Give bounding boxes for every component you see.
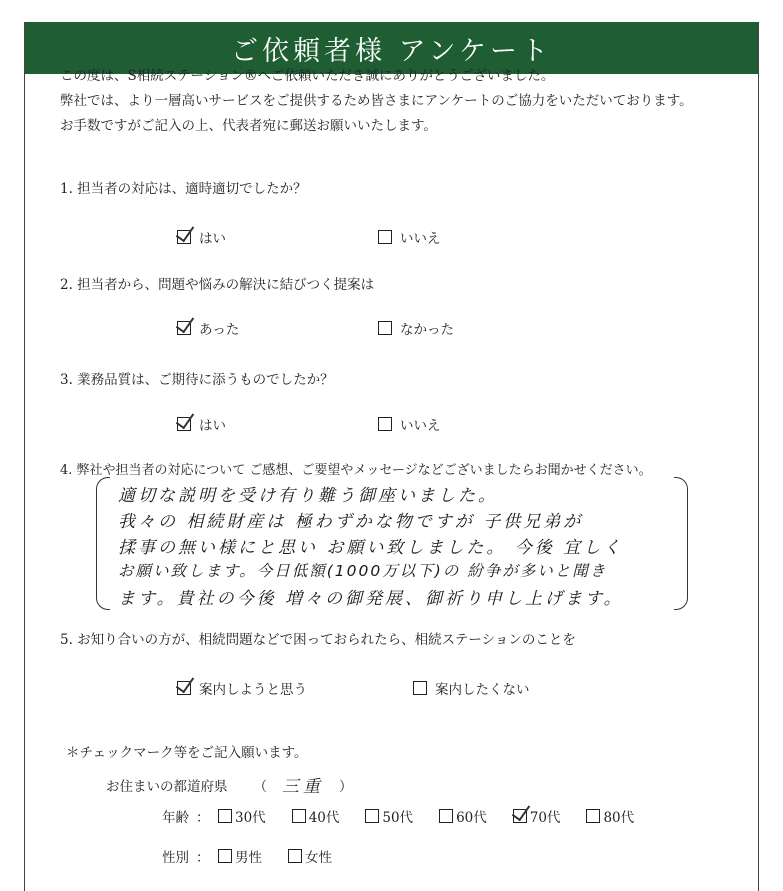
q3-option-no[interactable] <box>378 414 441 434</box>
checkbox-checked-icon[interactable] <box>177 681 191 695</box>
prefecture-field[interactable] <box>106 772 353 797</box>
bracket-left <box>96 477 110 610</box>
handwritten-line: お願い致します。今日低額(1000万以下)の 紛争が多いと聞き <box>118 562 608 580</box>
option-label: 案内しようと思う <box>199 682 307 698</box>
checkbox-checked-icon[interactable] <box>513 809 527 823</box>
question-5: 5. お知り合いの方が、相続問題などで困っておられたら、相続ステーションのことを <box>60 632 576 648</box>
handwritten-line: 適切な説明を受け有り難う御座いました。 <box>118 486 498 506</box>
checkbox-icon[interactable] <box>365 809 379 823</box>
intro-line: この度は、S相続ステーション®へご依頼いただき誠にありがとうございました。 <box>60 68 555 84</box>
bracket-right <box>674 477 688 610</box>
age-option-30[interactable] <box>218 806 266 826</box>
q5-option-yes[interactable] <box>177 678 307 698</box>
age-row <box>162 806 634 826</box>
checkbox-checked-icon[interactable] <box>177 230 191 244</box>
option-label: はい <box>199 418 226 434</box>
gender-option-female[interactable] <box>288 846 332 866</box>
checkbox-icon[interactable] <box>378 321 392 335</box>
q2-option-yes[interactable] <box>177 318 239 338</box>
age-option-50[interactable] <box>365 806 413 826</box>
age-label: 年齢 <box>162 810 189 826</box>
option-label: 70代 <box>529 810 561 826</box>
option-label: 女性 <box>305 850 332 866</box>
question-2: 2. 担当者から、問題や悩みの解決に結びつく提案は <box>60 277 375 293</box>
q5-option-no[interactable] <box>413 678 530 698</box>
checkbox-icon[interactable] <box>218 849 232 863</box>
q2-option-no[interactable] <box>378 318 454 338</box>
page-title: ご依頼者様 アンケート <box>231 35 552 67</box>
option-label: はい <box>199 231 226 247</box>
checkbox-icon[interactable] <box>288 849 302 863</box>
age-colon: ： <box>196 810 210 826</box>
checkmark-note: ＊チェックマーク等をご記入願います。 <box>66 745 308 761</box>
q1-option-no[interactable] <box>378 227 441 247</box>
handwritten-line: 揉事の無い様にと思い お願い致しました。 今後 宜しく <box>118 538 624 558</box>
gender-option-male[interactable] <box>218 846 262 866</box>
comment-area[interactable] <box>96 477 688 610</box>
checkbox-icon[interactable] <box>439 809 453 823</box>
age-option-70[interactable] <box>513 806 561 826</box>
checkbox-icon[interactable] <box>586 809 600 823</box>
option-label: 60代 <box>456 810 487 826</box>
option-label: あった <box>199 322 240 338</box>
checkbox-checked-icon[interactable] <box>177 417 191 431</box>
gender-row <box>162 846 358 866</box>
option-label: 案内したくない <box>435 682 530 698</box>
intro-line: お手数ですがご記入の上、代表者宛に郵送お願いいたします。 <box>60 118 437 134</box>
option-label: 80代 <box>603 810 635 826</box>
handwritten-line: ます。貴社の今後 増々の御発展、御祈り申し上げます。 <box>118 589 624 609</box>
option-label: いいえ <box>400 231 441 247</box>
option-label: 30代 <box>235 810 266 826</box>
age-option-40[interactable] <box>292 806 340 826</box>
question-1: 1. 担当者の対応は、適時適切でしたか？ <box>60 181 307 197</box>
prefecture-value[interactable]: 三重 <box>282 777 324 797</box>
handwritten-line: 我々の 相続財産は 極わずかな物ですが 子供兄弟が <box>118 512 584 532</box>
checkbox-icon[interactable] <box>218 809 232 823</box>
gender-label: 性別 <box>162 850 189 866</box>
paren-close: ） <box>339 778 353 795</box>
option-label: 男性 <box>235 850 262 866</box>
intro-text <box>60 64 720 139</box>
option-label: 40代 <box>308 810 340 826</box>
checkbox-icon[interactable] <box>292 809 306 823</box>
option-label: なかった <box>400 322 454 338</box>
option-label: いいえ <box>400 418 441 434</box>
age-option-80[interactable] <box>586 806 634 826</box>
checkbox-icon[interactable] <box>413 681 427 695</box>
checkbox-icon[interactable] <box>378 230 392 244</box>
checkbox-icon[interactable] <box>378 417 392 431</box>
option-label: 50代 <box>382 810 414 826</box>
checkbox-checked-icon[interactable] <box>177 321 191 335</box>
question-3: 3. 業務品質は、ご期待に添うものでしたか？ <box>60 372 334 388</box>
age-option-60[interactable] <box>439 806 487 826</box>
q3-option-yes[interactable] <box>177 414 226 434</box>
prefecture-label: お住まいの都道府県 <box>106 778 228 795</box>
question-4: 4. 弊社や担当者の対応について ご感想、ご要望やメッセージなどございましたらお聞かせください。 <box>60 463 652 478</box>
intro-line: 弊社では、より一層高いサービスをご提供するため皆さまにアンケートのご協力をいただいております。 <box>60 93 693 109</box>
gender-colon: ： <box>196 850 210 866</box>
paren-open: （ <box>253 778 267 795</box>
q1-option-yes[interactable] <box>177 227 226 247</box>
